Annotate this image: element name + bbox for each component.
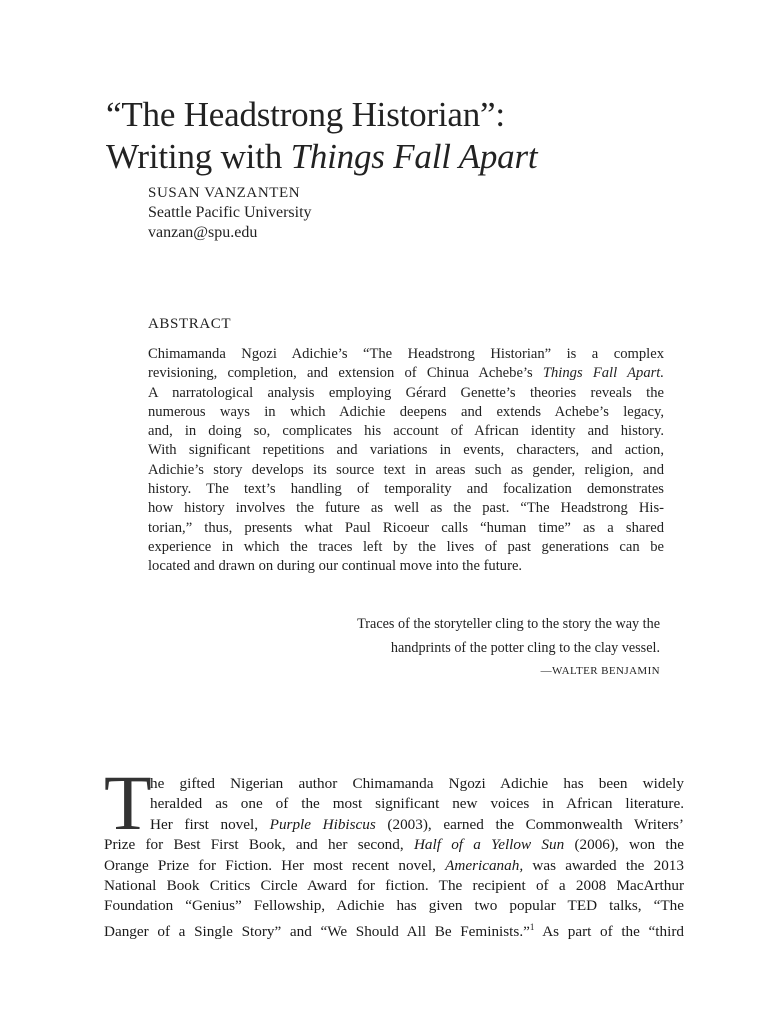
body-text-run: Prize for Best First Book, and her second, <box>104 836 414 854</box>
footnote-marker[interactable]: 1 <box>529 921 535 932</box>
abstract-line: how history involves the future as well as the past. “The Headstrong His- <box>148 500 664 517</box>
article-title <box>106 94 726 178</box>
body-line: National Book Critics Circle Award for fiction. The recipient of a 2008 MacArthur <box>104 877 684 895</box>
epigraph-line-2: handprints of the potter cling to the clay vessel. <box>390 640 660 656</box>
abstract-line: and, in doing so, complicates his account of African identity and history. <box>148 423 664 440</box>
body-line: heralded as one of the most significant new voices in African literature. <box>150 795 684 813</box>
body-text-run: Orange Prize for Fiction. Her most recent novel, <box>104 856 446 874</box>
body-text-run: (2006), won the <box>564 836 684 854</box>
epigraph-line-1: Traces of the storyteller cling to the story the way the <box>357 616 660 632</box>
body-text-run: Her first novel, <box>150 815 270 833</box>
body-line: he gifted Nigerian author Chimamanda Ngozi Adichie has been widely <box>150 775 684 792</box>
abstract-line <box>148 364 664 383</box>
abstract-line: numerous ways in which Adichie deepens and extends Achebe’s legacy, <box>148 403 664 420</box>
title-line-2 <box>106 136 726 178</box>
abstract-line: torian,” thus, presents what Paul Ricoeur calls “human time” as a shared <box>148 519 664 536</box>
drop-cap: T <box>104 759 152 846</box>
body-italic-title: Americanah, <box>445 856 524 874</box>
abstract-line: located and drawn on during our continual move into the future. <box>148 558 523 575</box>
author-email: vanzan@spu.edu <box>148 224 258 241</box>
body-text-run: was awarded the 2013 <box>523 856 684 874</box>
body-text-run: (2003), earned the Commonwealth Writers’ <box>375 815 684 833</box>
abstract-line: history. The text’s handling of temporality and focalization demonstrates <box>148 481 664 498</box>
abstract-line: experience in which the traces left by the lives of past generations can be <box>148 538 664 555</box>
author-name: SUSAN VANZANTEN <box>148 185 301 201</box>
body-text-run: As part of the “third <box>534 922 684 940</box>
title-italic-book: Things Fall Apart <box>290 137 538 176</box>
title-line-1: “The Headstrong Historian”: <box>106 95 505 134</box>
body-italic-title: Purple Hibiscus <box>269 815 376 833</box>
body-italic-title: Half of a Yellow Sun <box>413 836 565 854</box>
title-line-2-text: Writing with <box>106 137 291 176</box>
abstract-body <box>148 345 664 577</box>
abstract-line-text: revisioning, completion, and extension of Chinua Achebe’s <box>148 365 543 382</box>
author-block <box>148 183 312 243</box>
abstract-line: With significant repetitions and variations in events, characters, and action, <box>148 442 664 459</box>
abstract-line: A narratological analysis employing Gérard Genette’s theories reveals the <box>148 384 664 401</box>
author-affiliation: Seattle Pacific University <box>148 204 312 221</box>
body-line <box>104 815 684 835</box>
body-line <box>104 917 684 942</box>
abstract-line: Chimamanda Ngozi Adichie’s “The Headstrong Historian” is a complex <box>148 346 664 362</box>
body-line: Foundation “Genius” Fellowship, Adichie has given two popular TED talks, “The <box>104 897 684 915</box>
epigraph <box>280 612 660 682</box>
body-line <box>104 856 684 876</box>
body-text <box>104 774 684 942</box>
body-text-run: Danger of a Single Story” and “We Should All Be Feminists.” <box>104 922 530 940</box>
abstract-line: Adichie’s story develops its source text in areas such as gender, religion, and <box>148 461 664 478</box>
epigraph-attribution: —WALTER BENJAMIN <box>540 665 660 677</box>
body-line <box>104 835 684 855</box>
abstract-heading: ABSTRACT <box>148 316 232 332</box>
abstract-italic-book: Things Fall Apart. <box>542 365 664 382</box>
